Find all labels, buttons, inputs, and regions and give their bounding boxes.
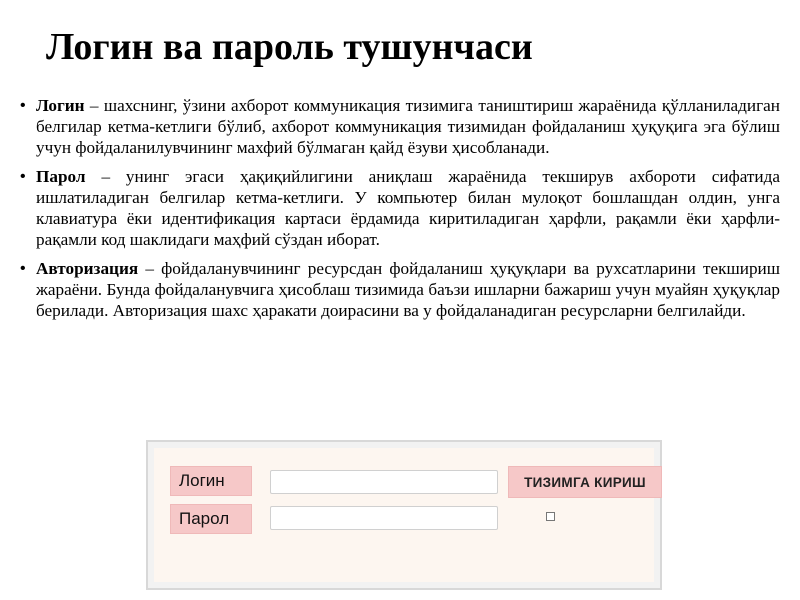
list-item [20,166,780,250]
password-input[interactable] [270,506,498,530]
definition-list [20,95,780,329]
term-password: Парол [36,167,86,186]
bullet-marker: • [20,168,26,185]
definition-text: – шахснинг, ўзини ахборот коммуникация тизимига таништириш жараёнида қўлланиладиган белгилар кетма-кетлиги бўлиб, ахборот коммуникация тизимидан фойдаланиш ҳуқуқига эга бўлиш учун фойдаланилувчининг махфий бўлмаган қайд ёзуви ҳисобланади. [36,96,780,157]
term-login: Логин [36,96,85,115]
login-form-body [154,448,654,582]
login-input[interactable] [270,470,498,494]
remember-me [546,512,560,521]
list-item [20,258,780,321]
remember-checkbox[interactable] [546,512,555,521]
bullet-marker: • [20,97,26,114]
password-label: Парол [170,504,252,534]
bullet-marker: • [20,260,26,277]
definition-text: – фойдаланувчининг ресурсдан фойдаланиш ҳуқуқлари ва рухсатларини текшириш жараёни. Бунда фойдаланувчига ҳисоблаш тизимида баъзи ишларни бажариш учун муайян ҳуқуқлар берилади. Авторизация шахс ҳаракати доирасини ва у фойдаланадиган ресурсларни белгилайди. [36,259,780,320]
login-form-panel [146,440,662,590]
login-button[interactable]: ТИЗИМГА КИРИШ [508,466,662,498]
slide-title: Логин ва пароль тушунчаси [46,26,533,68]
term-authorization: Авторизация [36,259,139,278]
list-item [20,95,780,158]
login-label: Логин [170,466,252,496]
definition-text: – унинг эгаси ҳақиқийлигини аниқлаш жараёнида текширув ахбороти сифатида ишлатиладиган белгилар кетма-кетлиги. У компьютер билан мулоқот бошлашдан олдин, унга клавиатура ёки идентификация картаси ёрдамида киритиладиган ҳарфли, рақамли ёки ҳарфли-рақамли код шаклидаги маҳфий сўздан иборат. [36,167,780,249]
